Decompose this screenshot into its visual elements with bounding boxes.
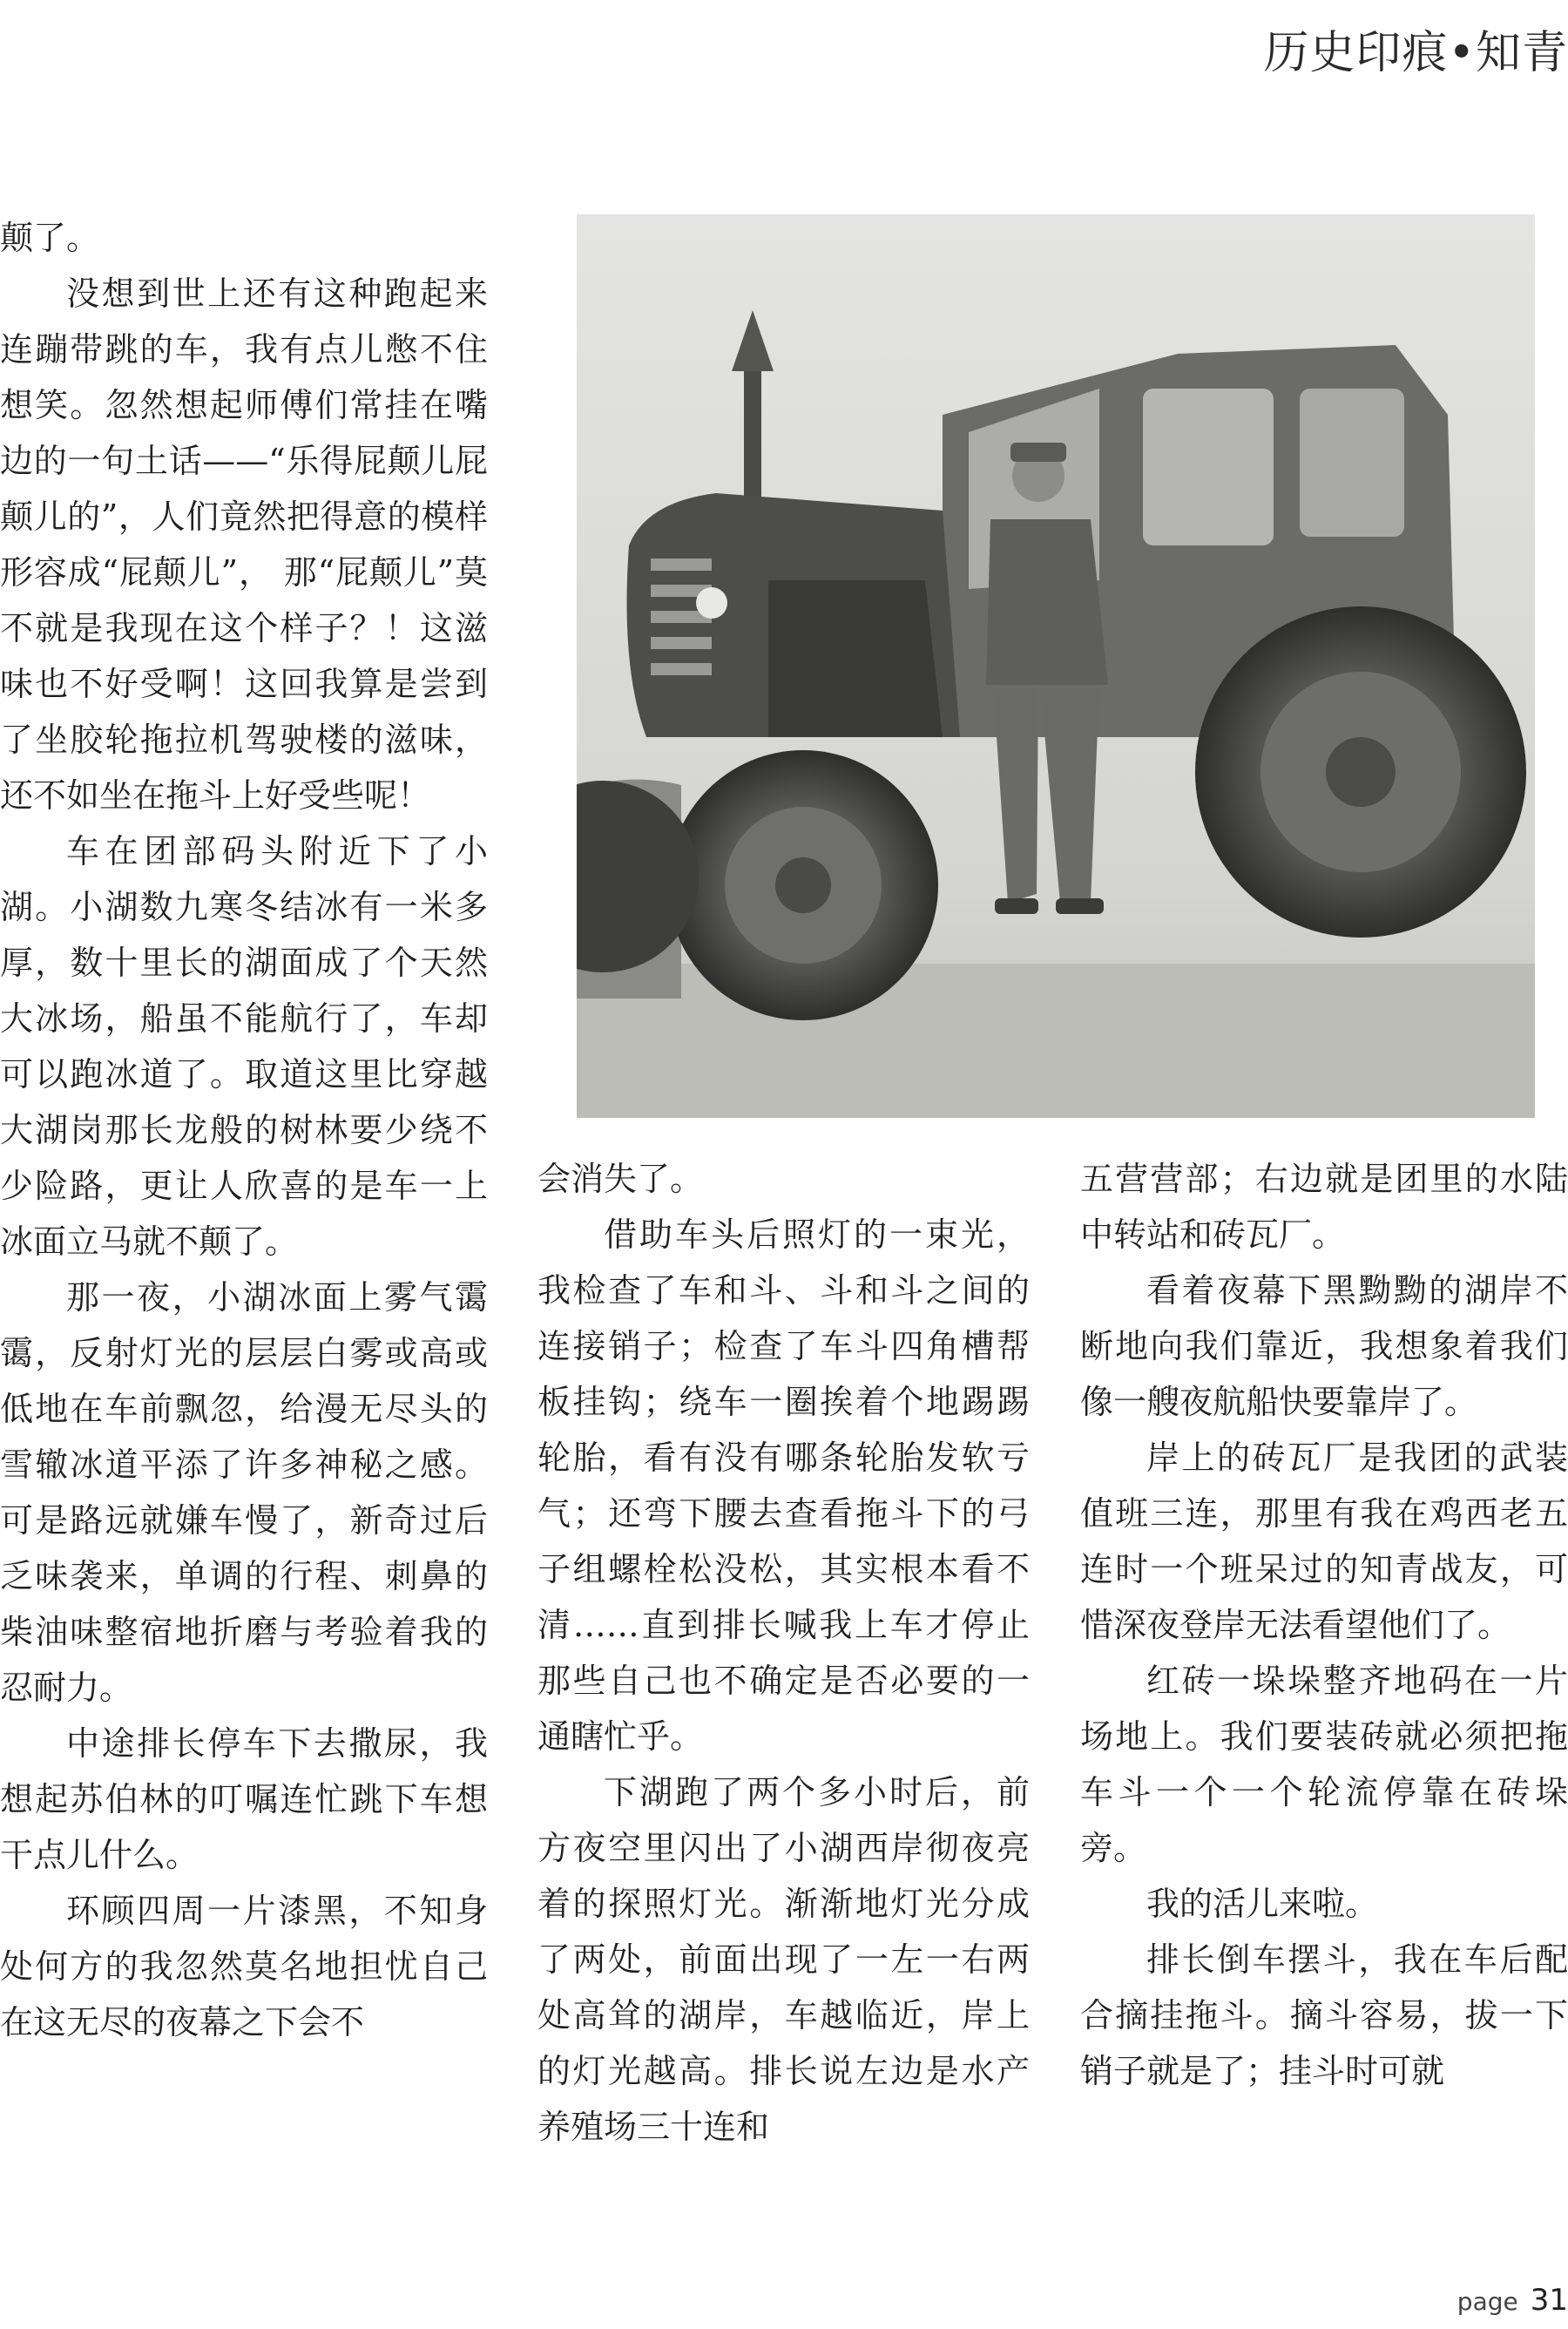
page-label: page <box>1456 2287 1518 2316</box>
tractor-photo <box>577 214 1535 1118</box>
section-header: 历史印痕•知青 <box>1263 27 1568 79</box>
page-number: 31 <box>1530 2283 1568 2318</box>
paragraph: 借助车头后照灯的一束光，我检查了车和斗、斗和斗之间的连接销子；检查了车斗四角槽帮板挂钩；绕车一圈挨着个地踢踢轮胎，看有没有哪条轮胎发软亏气；还弯下腰去查看拖斗下的弓子组螺栓松没松，其实根本看不清……直到排长喊我上车才停止那些自己也不确定是否必要的一通瞎忙乎。 <box>537 1215 1030 1756</box>
paragraph: 我的活儿来啦。 <box>1146 1885 1379 1923</box>
paragraph: 会消失了。 <box>537 1160 704 1198</box>
paragraph: 红砖一垛垛整齐地码在一片场地上。我们要装砖就必须把拖车斗一个一个轮流停靠在砖垛旁。 <box>1080 1662 1568 1867</box>
page-footer <box>1307 2283 1568 2318</box>
text-column-middle <box>537 1151 1030 2155</box>
paragraph: 颠了。 <box>0 219 100 257</box>
paragraph: 岸上的砖瓦厂是我团的武装值班三连，那里有我在鸡西老五连时一个班呆过的知青战友，可惜深夜登岸无法看望他们了。 <box>1080 1439 1568 1644</box>
paragraph: 没想到世上还有这种跑起来连蹦带跳的车，我有点儿憋不住想笑。忽然想起师傅们常挂在嘴边的一句土话——“乐得屁颠儿屁颠儿的”，人们竟然把得意的模样形容成“屁颠儿”， 那“屁颠儿”莫不就是我现在这个样子？！这滋味也不好受啊！这回我算是尝到了坐胶轮拖拉机驾驶楼的滋味，还不如坐在拖斗上好受些呢！ <box>0 274 488 815</box>
text-column-right <box>1080 1151 1568 2099</box>
tractor-photo-drawing <box>577 214 1535 1118</box>
text-column-left <box>0 210 488 2050</box>
paragraph: 下湖跑了两个多小时后，前方夜空里闪出了小湖西岸彻夜亮着的探照灯光。渐渐地灯光分成了两处，前面出现了一左一右两处高耸的湖岸，车越临近，岸上的灯光越高。排长说左边是水产养殖场三十连和 <box>537 1773 1030 2146</box>
paragraph: 那一夜，小湖冰面上雾气霭霭，反射灯光的层层白雾或高或低地在车前飘忽，给漫无尽头的雪辙冰道平添了许多神秘之感。可是路远就嫌车慢了，新奇过后乏味袭来，单调的行程、刺鼻的柴油味整宿地折磨与考验着我的忍耐力。 <box>0 1278 488 1707</box>
paragraph: 排长倒车摆斗，我在车后配合摘挂拖斗。摘斗容易，拔一下销子就是了；挂斗时可就 <box>1080 1940 1568 2090</box>
paragraph: 中途排长停车下去撒尿，我想起苏伯林的叮嘱连忙跳下车想干点儿什么。 <box>0 1724 488 1874</box>
paragraph: 车在团部码头附近下了小湖。小湖数九寒冬结冰有一米多厚，数十里长的湖面成了个天然大冰场，船虽不能航行了，车却可以跑冰道了。取道这里比穿越大湖岗那长龙般的树林要少绕不少险路，更让人欣喜的是车一上冰面立马就不颠了。 <box>0 832 488 1261</box>
paragraph: 五营营部；右边就是团里的水陆中转站和砖瓦厂。 <box>1080 1160 1568 1254</box>
paragraph: 环顾四周一片漆黑，不知身处何方的我忽然莫名地担忧自己在这无尽的夜幕之下会不 <box>0 1892 488 2041</box>
paragraph: 看着夜幕下黑黝黝的湖岸不断地向我们靠近，我想象着我们像一艘夜航船快要靠岸了。 <box>1080 1271 1568 1421</box>
